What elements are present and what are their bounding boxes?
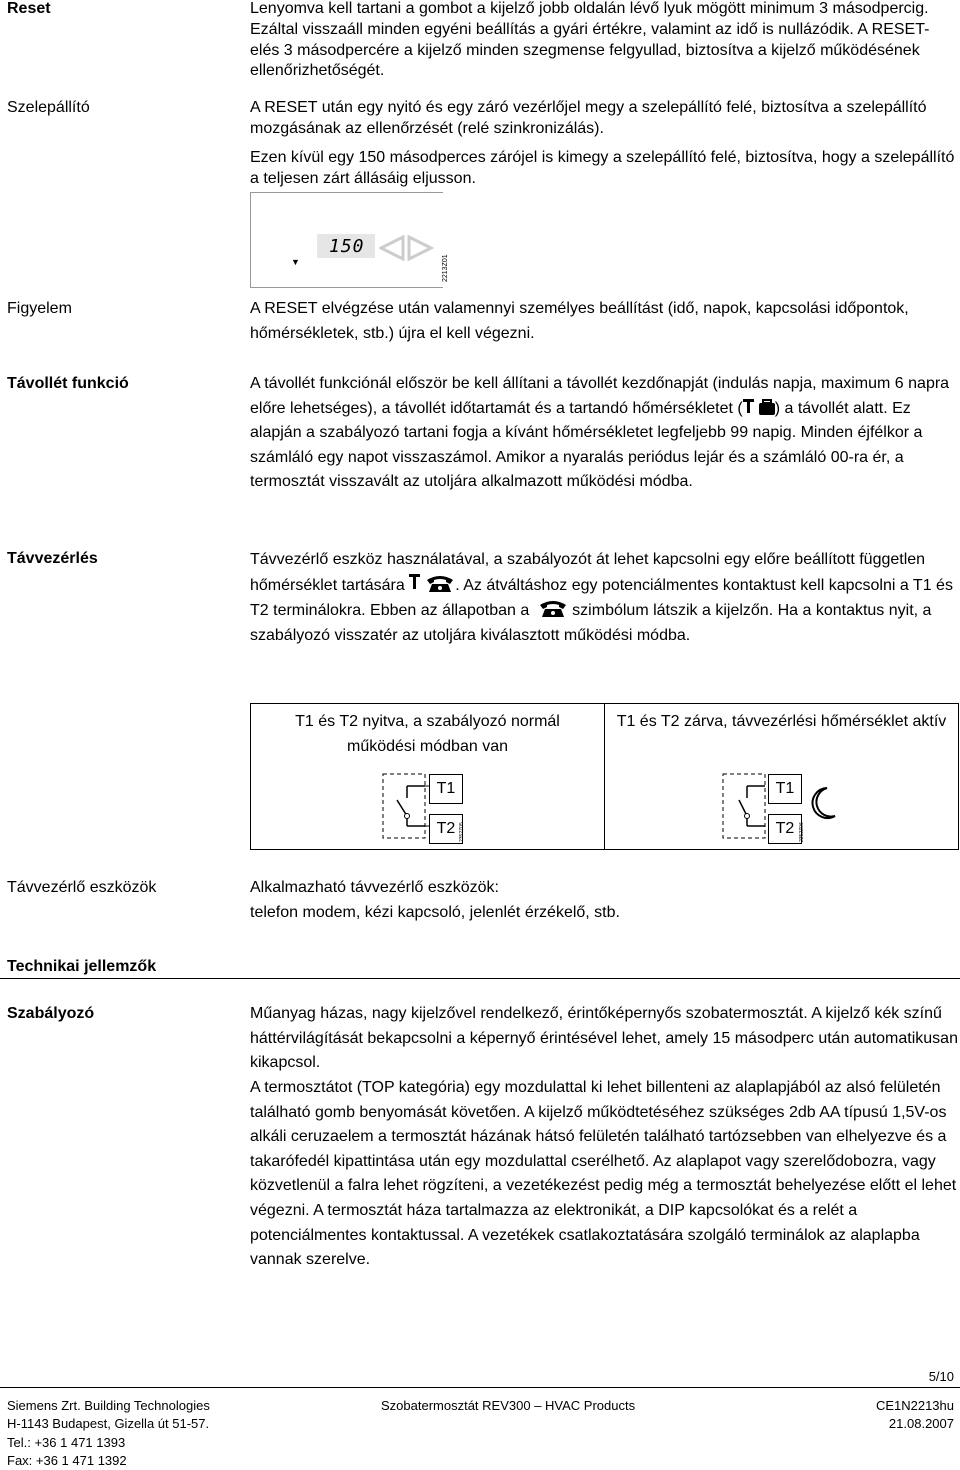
left-figure-code: 2352Z05 [459,822,465,842]
devices-line-2: telefon modem, kézi kapcsoló, jelenlét érzékelő, stb. [250,904,620,921]
t1-terminal-left: T1 [429,774,463,804]
attention-text: A RESET elvégzése után valamennyi személyes beállítást (idő, napok, kapcsolási időpontok, hőmérsékletek, stb.) újra el kell végezni. [250,300,909,342]
away-label: Távollét funkció [7,375,129,392]
footer-product: Szobatermosztát REV300 – HVAC Products [381,1398,636,1413]
reset-label: Reset [7,0,51,17]
page-number: 5/10 [928,1369,954,1384]
away-text-b: ) a távollét alatt. Ez alapján a szabályozó tartani fogja a kívánt hőmérsékletet legfeljebb 99 napig. Minden éjfélkor a számláló egy napot visszaszámol. Amikor a nyaralás periódus lejár és a számláló 00-ra ér, a termosztát visszavált az utoljára alkalmazott működési módba. [250,399,923,491]
devices-line-1: Alkalmazható távvezérlő eszközök: [250,879,499,896]
pointer-triangle-icon: ▼ [291,257,300,267]
remote-text [250,548,958,648]
thermometer-suitcase-icon [743,398,775,416]
away-text [250,372,958,495]
footer-divider [0,1387,960,1388]
thermometer-phone-icon [409,573,455,593]
attention-label: Figyelem [7,300,72,317]
moon-icon [807,786,837,820]
controller-label: Szabályozó [7,1005,95,1022]
devices-label: Távvezérlő eszközök [7,879,157,896]
t1-terminal-right: T1 [768,774,802,804]
t2-terminal-left: T2 [429,814,463,844]
table-right-title: T1 és T2 zárva, távvezérlési hőmérséklet aktív [616,713,947,730]
terminal-table [250,703,959,850]
table-left-title: T1 és T2 nyitva, a szabályozó normál működési módban van [295,713,560,755]
footer-doc-code: CE1N2213hu [875,1398,954,1413]
footer-company: Siemens Zrt. Building Technologies [7,1398,210,1413]
tech-heading: Technikai jellemzők [7,958,157,975]
footer-date: 21.08.2007 [888,1416,954,1431]
lcd-segment-area [317,234,375,258]
remote-text-b: . Az átváltáshoz egy potenciálmentes kontaktust kell kapcsolni a T1 és T2 terminálokra. Ebben az állapotban a [250,576,953,620]
lcd-value: 150 [329,236,365,257]
reset-text: Lenyomva kell tartani a gombot a kijelző jobb oldalán lévő lyuk mögött minimum 3 másodpercig. Ezáltal visszaáll minden egyéni beállítás a gyári értékre, valamint az idő is nullázódik. A RESET-elés 3 másodpercére a kijelző minden szegmense felgyullad, biztosítva a kijelző működésének ellenőrizhetőségét. [250,0,930,80]
valve-text-2: Ezen kívül egy 150 másodperces zárójel is kimegy a szelepállító felé, biztosítva, hogy a szelepállító a teljesen zárt állásáig eljusson. [250,149,955,187]
lcd-figure-code: 2213Z01 [442,254,449,282]
valve-text-1: A RESET után egy nyitó és egy záró vezérlőjel megy a szelepállító felé, biztosítva a szelepállító mozgásának az ellenőrzését (relé szinkronizálás). [250,99,927,137]
tech-divider [0,978,960,979]
lcd-illustration [250,192,443,288]
remote-text-c: szimbólum látszik a kijelzőn. Ha a kontaktus nyit, a szabályozó visszatér az utoljára kiválasztott működési módba. [250,602,932,644]
valve-label: Szelepállító [7,99,90,116]
remote-text-a: Távvezérlő eszköz használatával, a szabályozót át lehet kapcsolni egy előre beállított független hőmérséklet tartására [250,551,926,594]
footer-address: H-1143 Budapest, Gizella út 51-57. [7,1416,210,1431]
footer-fax: Fax: +36 1 471 1392 [7,1453,127,1468]
remote-label: Távvezérlés [7,550,98,567]
controller-text-1: Műanyag házas, nagy kijelzővel rendelkező, érintőképernyős szobatermosztát. A kijelző kék színű háttérvilágítását bekapcsolni a képernyő érintésével lehet, amely 15 másodperc után automatikusan kikapcsol. [250,1005,958,1072]
away-text-a: A távollét funkciónál először be kell állítani a távollét kezdőnapját (indulás napja, maximum 6 napra előre lehetséges), a távollét időtartamát és a tartandó hőmérsékletet ( [250,375,950,417]
controller-text-2: A termosztátot (TOP kategória) egy mozdulattal ki lehet billenteni az alaplapjából az alsó felületén található gomb benyomását követően. A kijelző működtetéséhez szükséges 2db AA típusú 1,5V-os alkáli ceruzaelem a termosztát házának hátsó felületén található tartózsebben van elhelyezve és a takarófedél kipattintása után egy mozdulattal cserélhető. Az alaplapot vagy szerelődobozra, vagy közvetlenül a falra lehet rögzíteni, a vezetékezést pedig még a termosztát behelyezése előtt el lehet végezni. A termosztát háza tartalmazza az elektronikát, a DIP kapcsolókat és a relét a potenciálmentes kontaktussal. A vezetékek csatlakoztatására szolgáló terminálok az alaplapba vannak szerelve. [250,1079,957,1269]
phone-icon [534,598,568,618]
right-figure-code: 2352Z06 [799,822,805,842]
t2-terminal-right: T2 [768,814,802,844]
footer-tel: Tel.: +36 1 471 1393 [7,1435,126,1450]
lcd-arrows-icon [379,235,435,261]
